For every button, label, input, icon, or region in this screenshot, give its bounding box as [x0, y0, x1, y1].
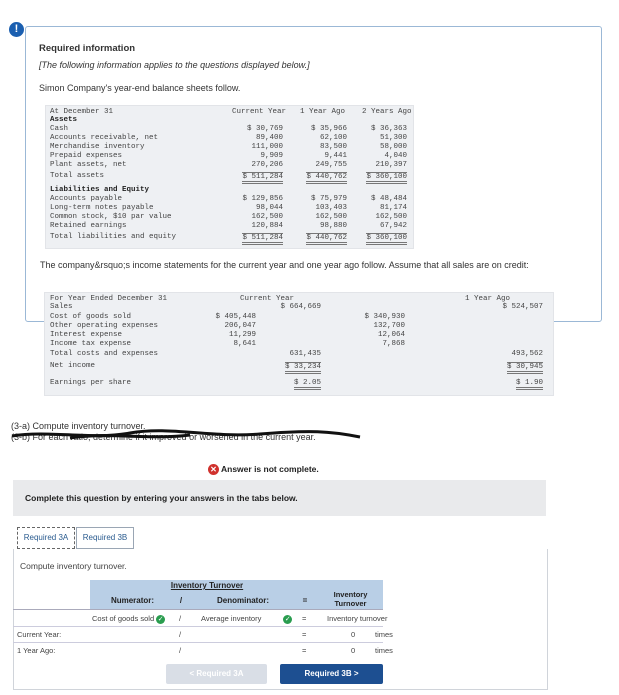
current-turnover-input[interactable]: 0: [351, 630, 356, 639]
cell-prior: $ 1.90: [516, 379, 543, 390]
cell-1yr: $ 440,762: [306, 172, 347, 184]
cell-2yr: 210,397: [375, 161, 407, 169]
cell-current: 270,206: [251, 161, 283, 169]
table-row: [46, 204, 413, 213]
row-label: Earnings per share: [50, 379, 132, 387]
unit-times: times: [375, 630, 393, 639]
cell-current: 8,641: [233, 340, 256, 348]
cell-current: 11,299: [228, 331, 256, 339]
cell-current: $ 511,284: [242, 172, 283, 184]
cell-2yr: $ 360,100: [366, 233, 407, 245]
table-row: [46, 134, 413, 143]
numerator-header: Numerator:: [110, 596, 155, 605]
numerator-select[interactable]: [92, 614, 165, 624]
income-statement-table: [44, 292, 554, 396]
status-message: Answer is not complete.: [221, 464, 319, 474]
row-prior-label: 1 Year Ago:: [17, 646, 56, 655]
income-statement-intro: The company&rsquo;s income statements for the current year and one year ago follow. Assume that all sales are on credit:: [40, 260, 529, 270]
table-row: [46, 143, 413, 152]
cell-prior: $ 340,930: [364, 313, 405, 321]
cell-1yr: 103,403: [315, 204, 347, 212]
row-label: Accounts receivable, net: [50, 134, 159, 142]
sales-row: [45, 303, 553, 312]
status-bar: [13, 461, 546, 478]
cell-current: 98,044: [255, 204, 283, 212]
cell-2yr: $ 360,100: [366, 172, 407, 184]
cell-current: 111,000: [251, 143, 283, 151]
is-header-prior: 1 Year Ago: [465, 295, 511, 303]
error-icon: ✕: [208, 464, 219, 475]
bs-header-1yr: 1 Year Ago: [300, 108, 346, 116]
inventory-turnover-table: [13, 580, 393, 660]
cell-current: 120,884: [251, 222, 283, 230]
result-header: Inventory Turnover: [333, 590, 368, 608]
bs-header-current: Current Year: [232, 108, 287, 116]
total-le-row: [46, 233, 413, 242]
equals-cell: =: [302, 614, 307, 623]
cell-1yr: 249,755: [315, 161, 347, 169]
table-row: [46, 152, 413, 161]
denominator-value: Average inventory: [201, 614, 262, 623]
row-label: Cash: [50, 125, 69, 133]
cell-current: $ 33,234: [285, 362, 321, 374]
cell-prior: 132,700: [373, 322, 405, 330]
row-label: Total assets: [50, 172, 105, 180]
cell-current: $ 2.05: [294, 379, 321, 390]
tab-required-3b[interactable]: Required 3B: [76, 527, 134, 549]
table-row: [45, 322, 553, 331]
cell-prior: 7,868: [382, 340, 405, 348]
cell-prior: 493,562: [511, 350, 543, 358]
prev-required-3a-button[interactable]: < Required 3A: [166, 664, 267, 684]
cell-1yr: 98,880: [319, 222, 347, 230]
result-label: Inventory turnover: [327, 614, 388, 623]
cell-prior: $ 524,507: [502, 303, 543, 311]
required-info-subtitle: [The following information applies to the questions displayed below.]: [39, 60, 310, 70]
row-label: Merchandise inventory: [50, 143, 145, 151]
row-label: Long-term notes payable: [50, 204, 154, 212]
row-label: Net income: [50, 362, 96, 370]
table-title: Inventory Turnover: [170, 581, 244, 590]
row-label: Common stock, $10 par value: [50, 213, 172, 221]
required-info-card: [25, 26, 602, 322]
table-row: [46, 161, 413, 170]
cell-1yr: $ 75,979: [310, 195, 347, 203]
row-label: Income tax expense: [50, 340, 132, 348]
equals-header: =: [302, 596, 308, 605]
table-row: [45, 313, 553, 322]
cell-prior: $ 30,945: [507, 362, 543, 374]
table-row: [46, 195, 413, 204]
slash-cell: /: [179, 630, 182, 639]
equals-cell: =: [302, 630, 307, 639]
row-label: Accounts payable: [50, 195, 123, 203]
cell-1yr: $ 35,966: [310, 125, 347, 133]
total-costs-row: [45, 350, 553, 359]
numerator-value: Cost of goods sold: [92, 614, 155, 623]
cell-current: $ 30,769: [246, 125, 283, 133]
cell-current: 9,909: [260, 152, 283, 160]
assets-heading: Assets: [50, 116, 78, 124]
row-label: Total liabilities and equity: [50, 233, 177, 241]
slash-cell: /: [179, 614, 182, 623]
check-icon: ✓: [284, 615, 291, 623]
next-required-3b-button[interactable]: Required 3B >: [280, 664, 383, 684]
cell-1yr: $ 440,762: [306, 233, 347, 245]
unit-times: times: [375, 646, 393, 655]
check-icon: ✓: [157, 615, 164, 623]
cell-2yr: 67,942: [379, 222, 407, 230]
bs-header-date: At December 31: [50, 108, 114, 116]
bs-header-2yr: 2 Years Ago: [362, 108, 412, 116]
table-row: [46, 125, 413, 134]
cell-current: 162,500: [251, 213, 283, 221]
instructions-text: Complete this question by entering your answers in the tabs below.: [25, 493, 298, 503]
cell-current: $ 129,856: [242, 195, 283, 203]
denominator-select[interactable]: [201, 614, 292, 624]
question-3b: (3-b) For each ratio, determine if it improved or worsened in the current year.: [11, 432, 316, 442]
question-3a: (3-a) Compute inventory turnover.: [11, 421, 146, 431]
cell-current: $ 511,284: [242, 233, 283, 245]
row-label: Plant assets, net: [50, 161, 127, 169]
cell-2yr: 4,040: [384, 152, 407, 160]
cell-2yr: 58,000: [379, 143, 407, 151]
balance-sheet-table: [45, 105, 414, 249]
row-label: Interest expense: [50, 331, 123, 339]
row-label: Sales: [50, 303, 73, 311]
cell-current: $ 664,669: [280, 303, 321, 311]
row-label: Other operating expenses: [50, 322, 159, 330]
cell-1yr: 62,100: [319, 134, 347, 142]
row-label: Retained earnings: [50, 222, 127, 230]
cell-2yr: $ 36,363: [370, 125, 407, 133]
cell-current: 89,400: [255, 134, 283, 142]
cell-2yr: 51,300: [379, 134, 407, 142]
liabilities-heading: Liabilities and Equity: [50, 186, 150, 194]
equals-cell: =: [302, 646, 307, 655]
row-label: Cost of goods sold: [50, 313, 132, 321]
row-label: Total costs and expenses: [50, 350, 159, 358]
cell-prior: 12,064: [377, 331, 405, 339]
cell-current: 631,435: [289, 350, 321, 358]
eps-row: [45, 379, 553, 388]
table-row: [45, 340, 553, 349]
panel-instruction: Compute inventory turnover.: [20, 561, 127, 571]
table-row: [45, 331, 553, 340]
cell-2yr: $ 48,484: [370, 195, 407, 203]
required-info-title: Required information: [39, 43, 136, 54]
row-label: Prepaid expenses: [50, 152, 123, 160]
alert-icon: !: [9, 22, 24, 37]
table-row: [46, 222, 413, 231]
scribble-mark: [10, 428, 380, 442]
cell-1yr: 9,441: [324, 152, 347, 160]
is-header-label: For Year Ended December 31: [50, 295, 168, 303]
cell-current: $ 405,448: [215, 313, 256, 321]
instructions-bar: [13, 480, 546, 516]
slash-header: /: [179, 596, 183, 605]
net-income-row: [45, 362, 553, 371]
tab-required-3a[interactable]: Required 3A: [17, 527, 75, 549]
denominator-header: Denominator:: [217, 596, 269, 605]
balance-sheet-intro: Simon Company's year-end balance sheets follow.: [39, 83, 241, 93]
is-header-current: Current Year: [240, 295, 295, 303]
table-row: [46, 213, 413, 222]
cell-1yr: 162,500: [315, 213, 347, 221]
cell-1yr: 83,500: [319, 143, 347, 151]
cell-2yr: 81,174: [379, 204, 407, 212]
cell-current: 206,047: [224, 322, 256, 330]
slash-cell: /: [179, 646, 182, 655]
row-current-label: Current Year:: [17, 630, 62, 639]
total-assets-row: [46, 172, 413, 181]
cell-2yr: 162,500: [375, 213, 407, 221]
prior-turnover-input[interactable]: 0: [351, 646, 356, 655]
